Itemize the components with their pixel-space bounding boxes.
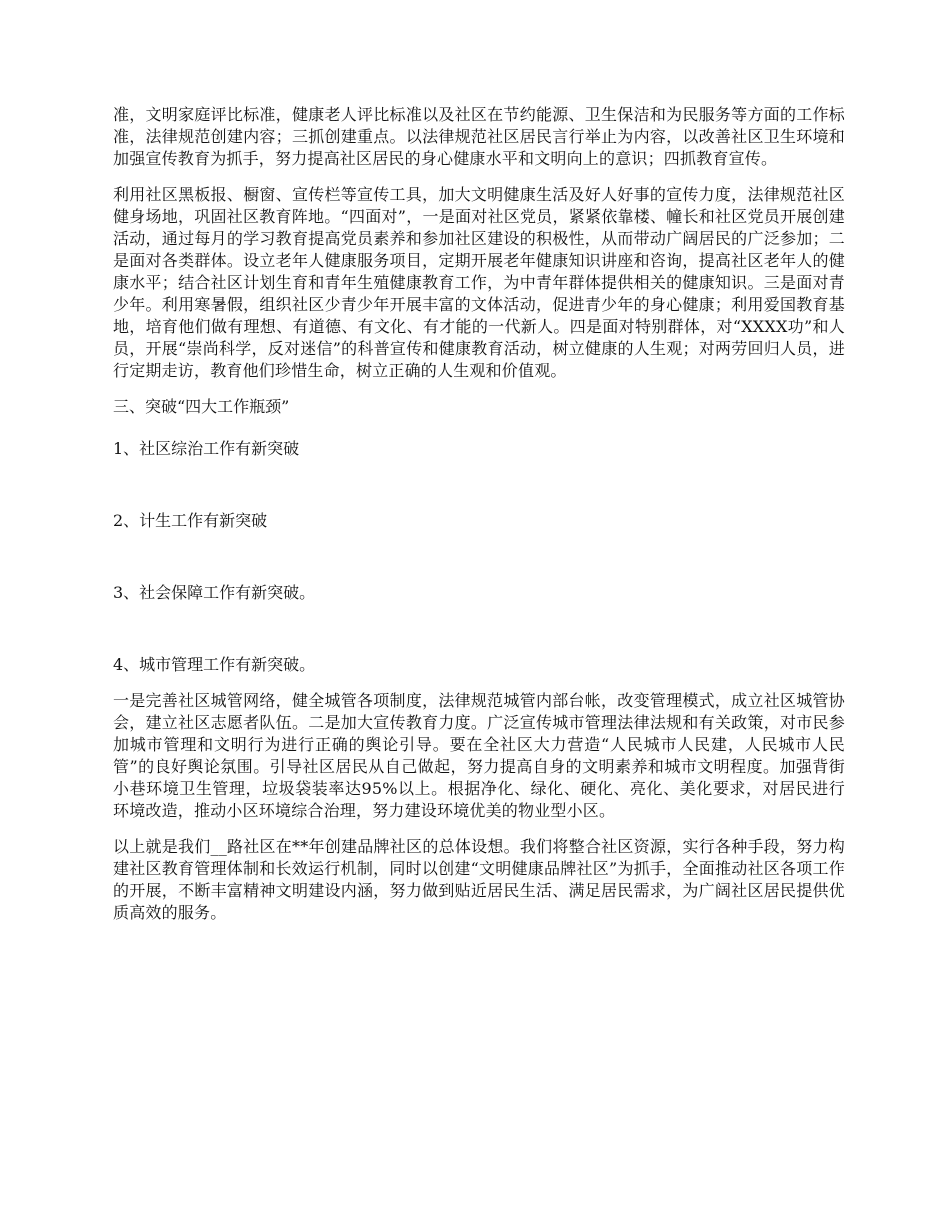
sub-heading-social-security: 3、社会保障工作有新突破。 [113,583,316,602]
document-body [113,104,845,938]
paragraph-publicity: 利用社区黑板报、橱窗、宣传栏等宣传工具，加大文明健康生活及好人好事的宣传力度，法律规范社区健身场地，巩固社区教育阵地。“四面对”，一是面对社区党员，紧紧依靠楼、幢长和社区党员开展创建活动，通过每月的学习教育提高党员素养和参加社区建设的积极性，从而带动广阔居民的广泛参加；二是面对各类群体。设立老年人健康服务项目，定期开展老年健康知识讲座和咨询，提高社区老年人的健康水平；结合社区计划生育和青年生殖健康教育工作，为中青年群体提供相关的健康知识。三是面对青少年。利用寒暑假，组织社区少青少年开展丰富的文体活动，促进青少年的身心健康；利用爱国教育基地，培育他们做有理想、有道德、有文化、有才能的一代新人。四是面对特别群体，对“XXXX功”和人员，开展“崇尚科学，反对迷信”的科普宣传和健康教育活动，树立健康的人生观；对两劳回归人员，进行定期走访，教育他们珍惜生命，树立正确的人生观和价值观。 [113,185,845,380]
sub-heading-family-planning: 2、计生工作有新突破 [113,511,268,530]
paragraph-urban-management: 一是完善社区城管网络，健全城管各项制度，法律规范城管内部台帐，改变管理模式，成立社区城管协会，建立社区志愿者队伍。二是加大宣传教育力度。广泛宣传城市管理法律法规和有关政策，对市民参加城市管理和文明行为进行正确的舆论引导。要在全社区大力营造“人民城市人民建，人民城市人民管”的良好舆论氛围。引导社区居民从自己做起，努力提高自身的文明素养和城市文明程度。加强背街小巷环境卫生管理，垃圾袋装率达95%以上。根据净化、绿化、硬化、亮化、美化要求，对居民进行环境改造，推动小区环境综合治理，努力建设环境优美的物业型小区。 [113,691,845,820]
paragraph-conclusion: 以上就是我们__路社区在**年创建品牌社区的总体设想。我们将整合社区资源，实行各种手段，努力构建社区教育管理体制和长效运行机制，同时以创建“文明健康品牌社区”为抓手，全面推动社区各项工作的开展，不断丰富精神文明建设内涵，努力做到贴近居民生活、满足居民需求，为广阔社区居民提供优质高效的服务。 [113,837,845,922]
sub-heading-urban-management: 4、城市管理工作有新突破。 [113,655,316,674]
sub-heading-comprehensive-governance: 1、社区综治工作有新突破 [113,439,300,458]
paragraph-standards: 准，文明家庭评比标准，健康老人评比标准以及社区在节约能源、卫生保洁和为民服务等方面的工作标准，法律规范创建内容；三抓创建重点。以法律规范社区居民言行举止为内容，以改善社区卫生环境和加强宣传教育为抓手，努力提高社区居民的身心健康水平和文明向上的意识；四抓教育宣传。 [113,105,845,168]
section-heading: 三、突破“四大工作瓶颈” [113,397,290,416]
